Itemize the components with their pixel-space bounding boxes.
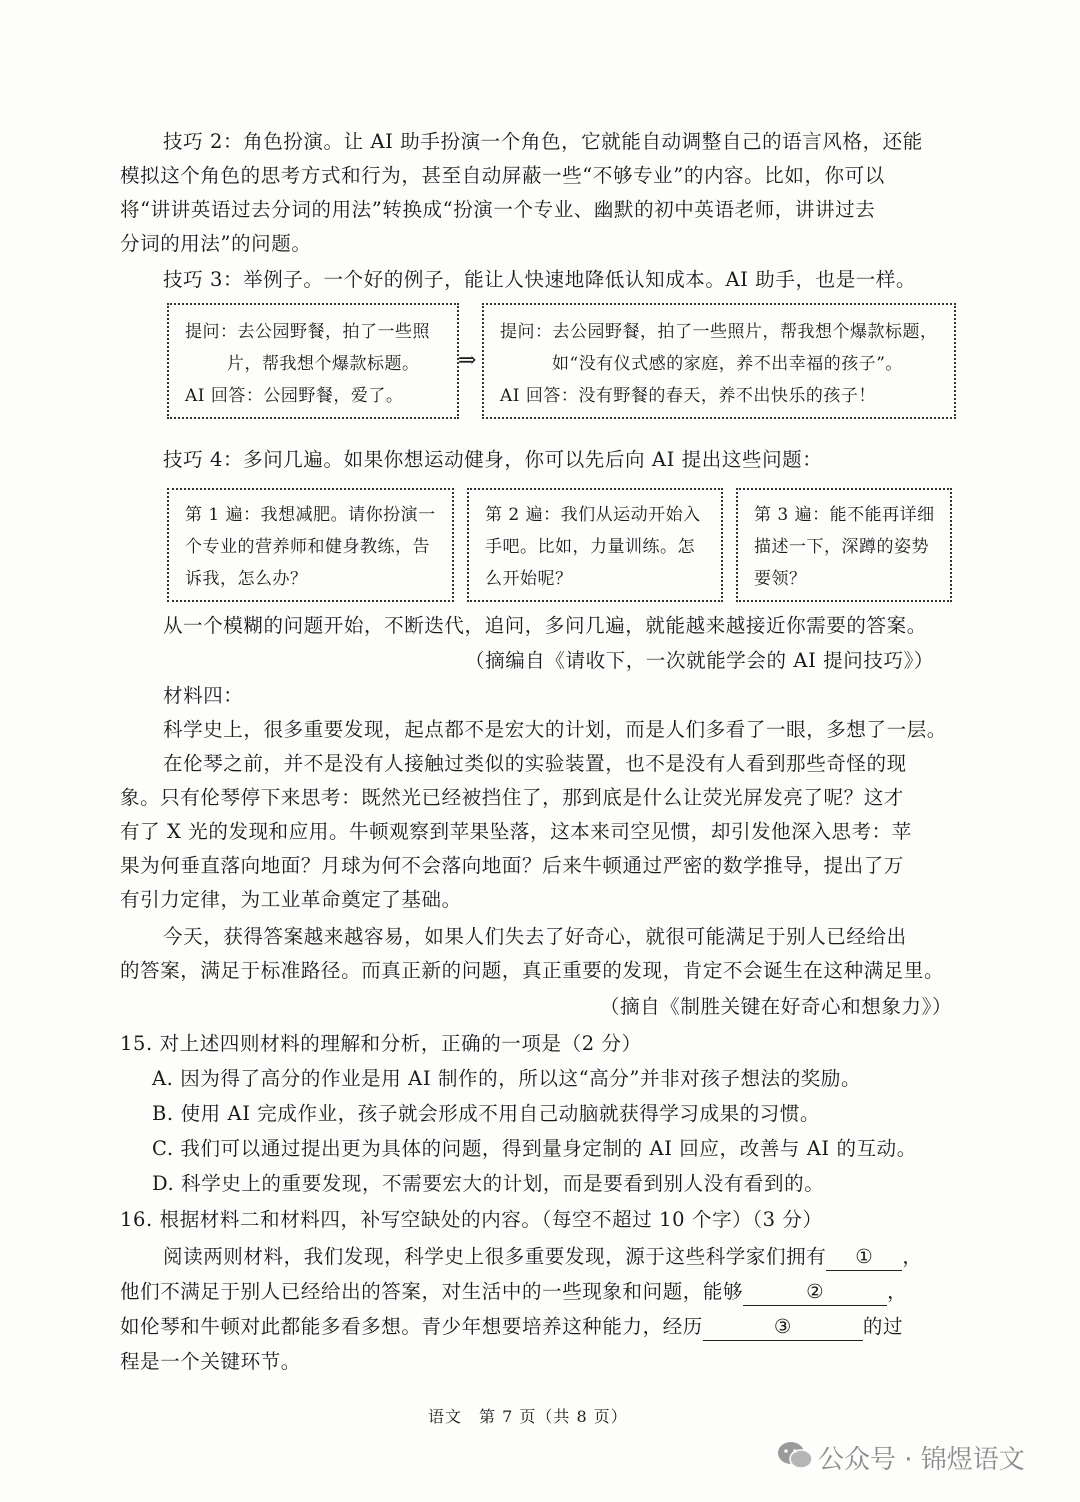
- material4-line-1: 科学史上，很多重要发现，起点都不是宏大的计划，而是人们多看了一眼，多想了一层。: [163, 718, 947, 741]
- q16-blank-3: ③: [703, 1314, 863, 1341]
- watermark: 公众号 · 锦煜语文: [818, 1445, 1025, 1475]
- material4-line-6: 有引力定律，为工业革命奠定了基础。: [120, 888, 462, 911]
- box-line: 描述一下，深蹲的姿势: [754, 537, 929, 557]
- material4-source: （摘自《制胜关键在好奇心和想象力》）: [600, 995, 953, 1018]
- material4-line-7: 今天，获得答案越来越容易，如果人们失去了好奇心，就很可能满足于别人已经给出: [163, 925, 907, 948]
- q16-blank-2: ②: [743, 1279, 887, 1306]
- q16-line-3: [120, 1311, 903, 1343]
- q15-option-b: B. 使用 AI 完成作业，孩子就会形成不用自己动脑就获得学习成果的习惯。: [152, 1102, 821, 1125]
- q16-text: 如伦琴和牛顿对此都能多看多想。青少年想要培养这种能力，经历: [120, 1315, 703, 1338]
- box-line: 个专业的营养师和健身教练，告: [185, 537, 430, 557]
- tip2-line-4: 分词的用法”的问题。: [120, 232, 312, 255]
- tip3-example-box-after: [482, 303, 956, 419]
- tip2-line-3: 将“讲讲英语过去分词的用法”转换成“扮演一个专业、幽默的初中英语老师，讲讲过去: [120, 198, 876, 221]
- box-line: 第 2 遍：我们从运动开始入: [485, 505, 701, 525]
- page-footer: 语文 第 7 页（共 8 页）: [428, 1407, 628, 1426]
- tip4-question-box-3: [736, 488, 952, 602]
- box-line: AI 回答：没有野餐的春天，养不出快乐的孩子！: [500, 386, 876, 406]
- q15-option-c: C. 我们可以通过提出更为具体的问题，得到量身定制的 AI 回应，改善与 AI 的互动。: [152, 1137, 917, 1160]
- material4-line-5: 果为何垂直落向地面？月球为何不会落向地面？后来牛顿通过严密的数学推导，提出了万: [120, 854, 904, 877]
- q16-text: 阅读两则材料，我们发现，科学史上很多重要发现，源于这些科学家们拥有: [163, 1245, 827, 1268]
- q15-option-a: A. 因为得了高分的作业是用 AI 制作的，所以这“高分”并非对孩子想法的奖励。: [152, 1067, 862, 1090]
- q15-option-d: D. 科学史上的重要发现，不需要宏大的计划，而是要看到别人没有看到的。: [152, 1172, 825, 1195]
- material4-line-3: 象。只有伦琴停下来思考：既然光已经被挡住了，那到底是什么让荧光屏发亮了呢？这才: [120, 786, 904, 809]
- tip4-question-box-1: [167, 488, 454, 602]
- q16-text: 他们不满足于别人已经给出的答案，对生活中的一些现象和问题，能够: [120, 1280, 744, 1303]
- q16-line-1: [163, 1241, 922, 1273]
- box-line: 提问：去公园野餐，拍了一些照片，帮我想个爆款标题，: [500, 322, 938, 342]
- q16-text: ，: [902, 1245, 923, 1268]
- box-line: AI 回答：公园野餐，爱了。: [185, 386, 404, 406]
- box-line: 第 1 遍：我想减肥。请你扮演一: [185, 505, 436, 525]
- tip4-question-box-2: [467, 488, 723, 602]
- tip4-line: 技巧 4：多问几遍。如果你想运动健身，你可以先后向 AI 提出这些问题：: [163, 448, 823, 471]
- q16-text: ，: [887, 1280, 908, 1303]
- box-line: 如“没有仪式感的家庭，养不出幸福的孩子”。: [552, 354, 903, 374]
- box-line: 要领？: [754, 569, 807, 589]
- box-line: 片，帮我想个爆款标题。: [227, 354, 420, 374]
- box-line: 么开始呢？: [485, 569, 573, 589]
- tip2-line-1: 技巧 2：角色扮演。让 AI 助手扮演一个角色，它就能自动调整自己的语言风格，还能: [163, 130, 923, 153]
- tip4-source: （摘编自《请收下，一次就能学会的 AI 提问技巧》）: [465, 649, 935, 672]
- material4-line-8: 的答案，满足于标准路径。而真正新的问题，真正重要的发现，肯定不会诞生在这种满足里。: [120, 959, 945, 982]
- tip2-line-2: 模拟这个角色的思考方式和行为，甚至自动屏蔽一些“不够专业”的内容。比如，你可以: [120, 164, 885, 187]
- q16-line-2: [120, 1276, 907, 1308]
- q16-text: 的过: [862, 1315, 904, 1338]
- q16-line-4: 程是一个关键环节。: [120, 1350, 301, 1373]
- tip4-summary: 从一个模糊的问题开始，不断迭代，追问，多问几遍，就能越来越接近你需要的答案。: [163, 614, 927, 637]
- box-line: 提问：去公园野餐，拍了一些照: [185, 322, 430, 342]
- material4-heading: 材料四：: [163, 684, 244, 707]
- tip3-example-box-before: [167, 303, 459, 419]
- arrow-icon: ⇒: [458, 348, 477, 373]
- q16-stem: 16. 根据材料二和材料四，补写空缺处的内容。（每空不超过 10 个字）（3 分）: [120, 1208, 823, 1231]
- box-line: 手吧。比如，力量训练。怎: [485, 537, 695, 557]
- q16-blank-1: ①: [826, 1244, 902, 1271]
- box-line: 诉我，怎么办？: [185, 569, 308, 589]
- q15-stem: 15. 对上述四则材料的理解和分析，正确的一项是（2 分）: [120, 1032, 642, 1055]
- tip3-line: 技巧 3：举例子。一个好的例子，能让人快速地降低认知成本。AI 助手，也是一样。: [163, 268, 917, 291]
- box-line: 第 3 遍：能不能再详细: [754, 505, 935, 525]
- wechat-icon: [776, 1440, 814, 1470]
- material4-line-4: 有了 X 光的发现和应用。牛顿观察到苹果坠落，这本来司空见惯，却引发他深入思考：苹: [120, 820, 912, 843]
- material4-line-2: 在伦琴之前，并不是没有人接触过类似的实验装置，也不是没有人看到那些奇怪的现: [163, 752, 907, 775]
